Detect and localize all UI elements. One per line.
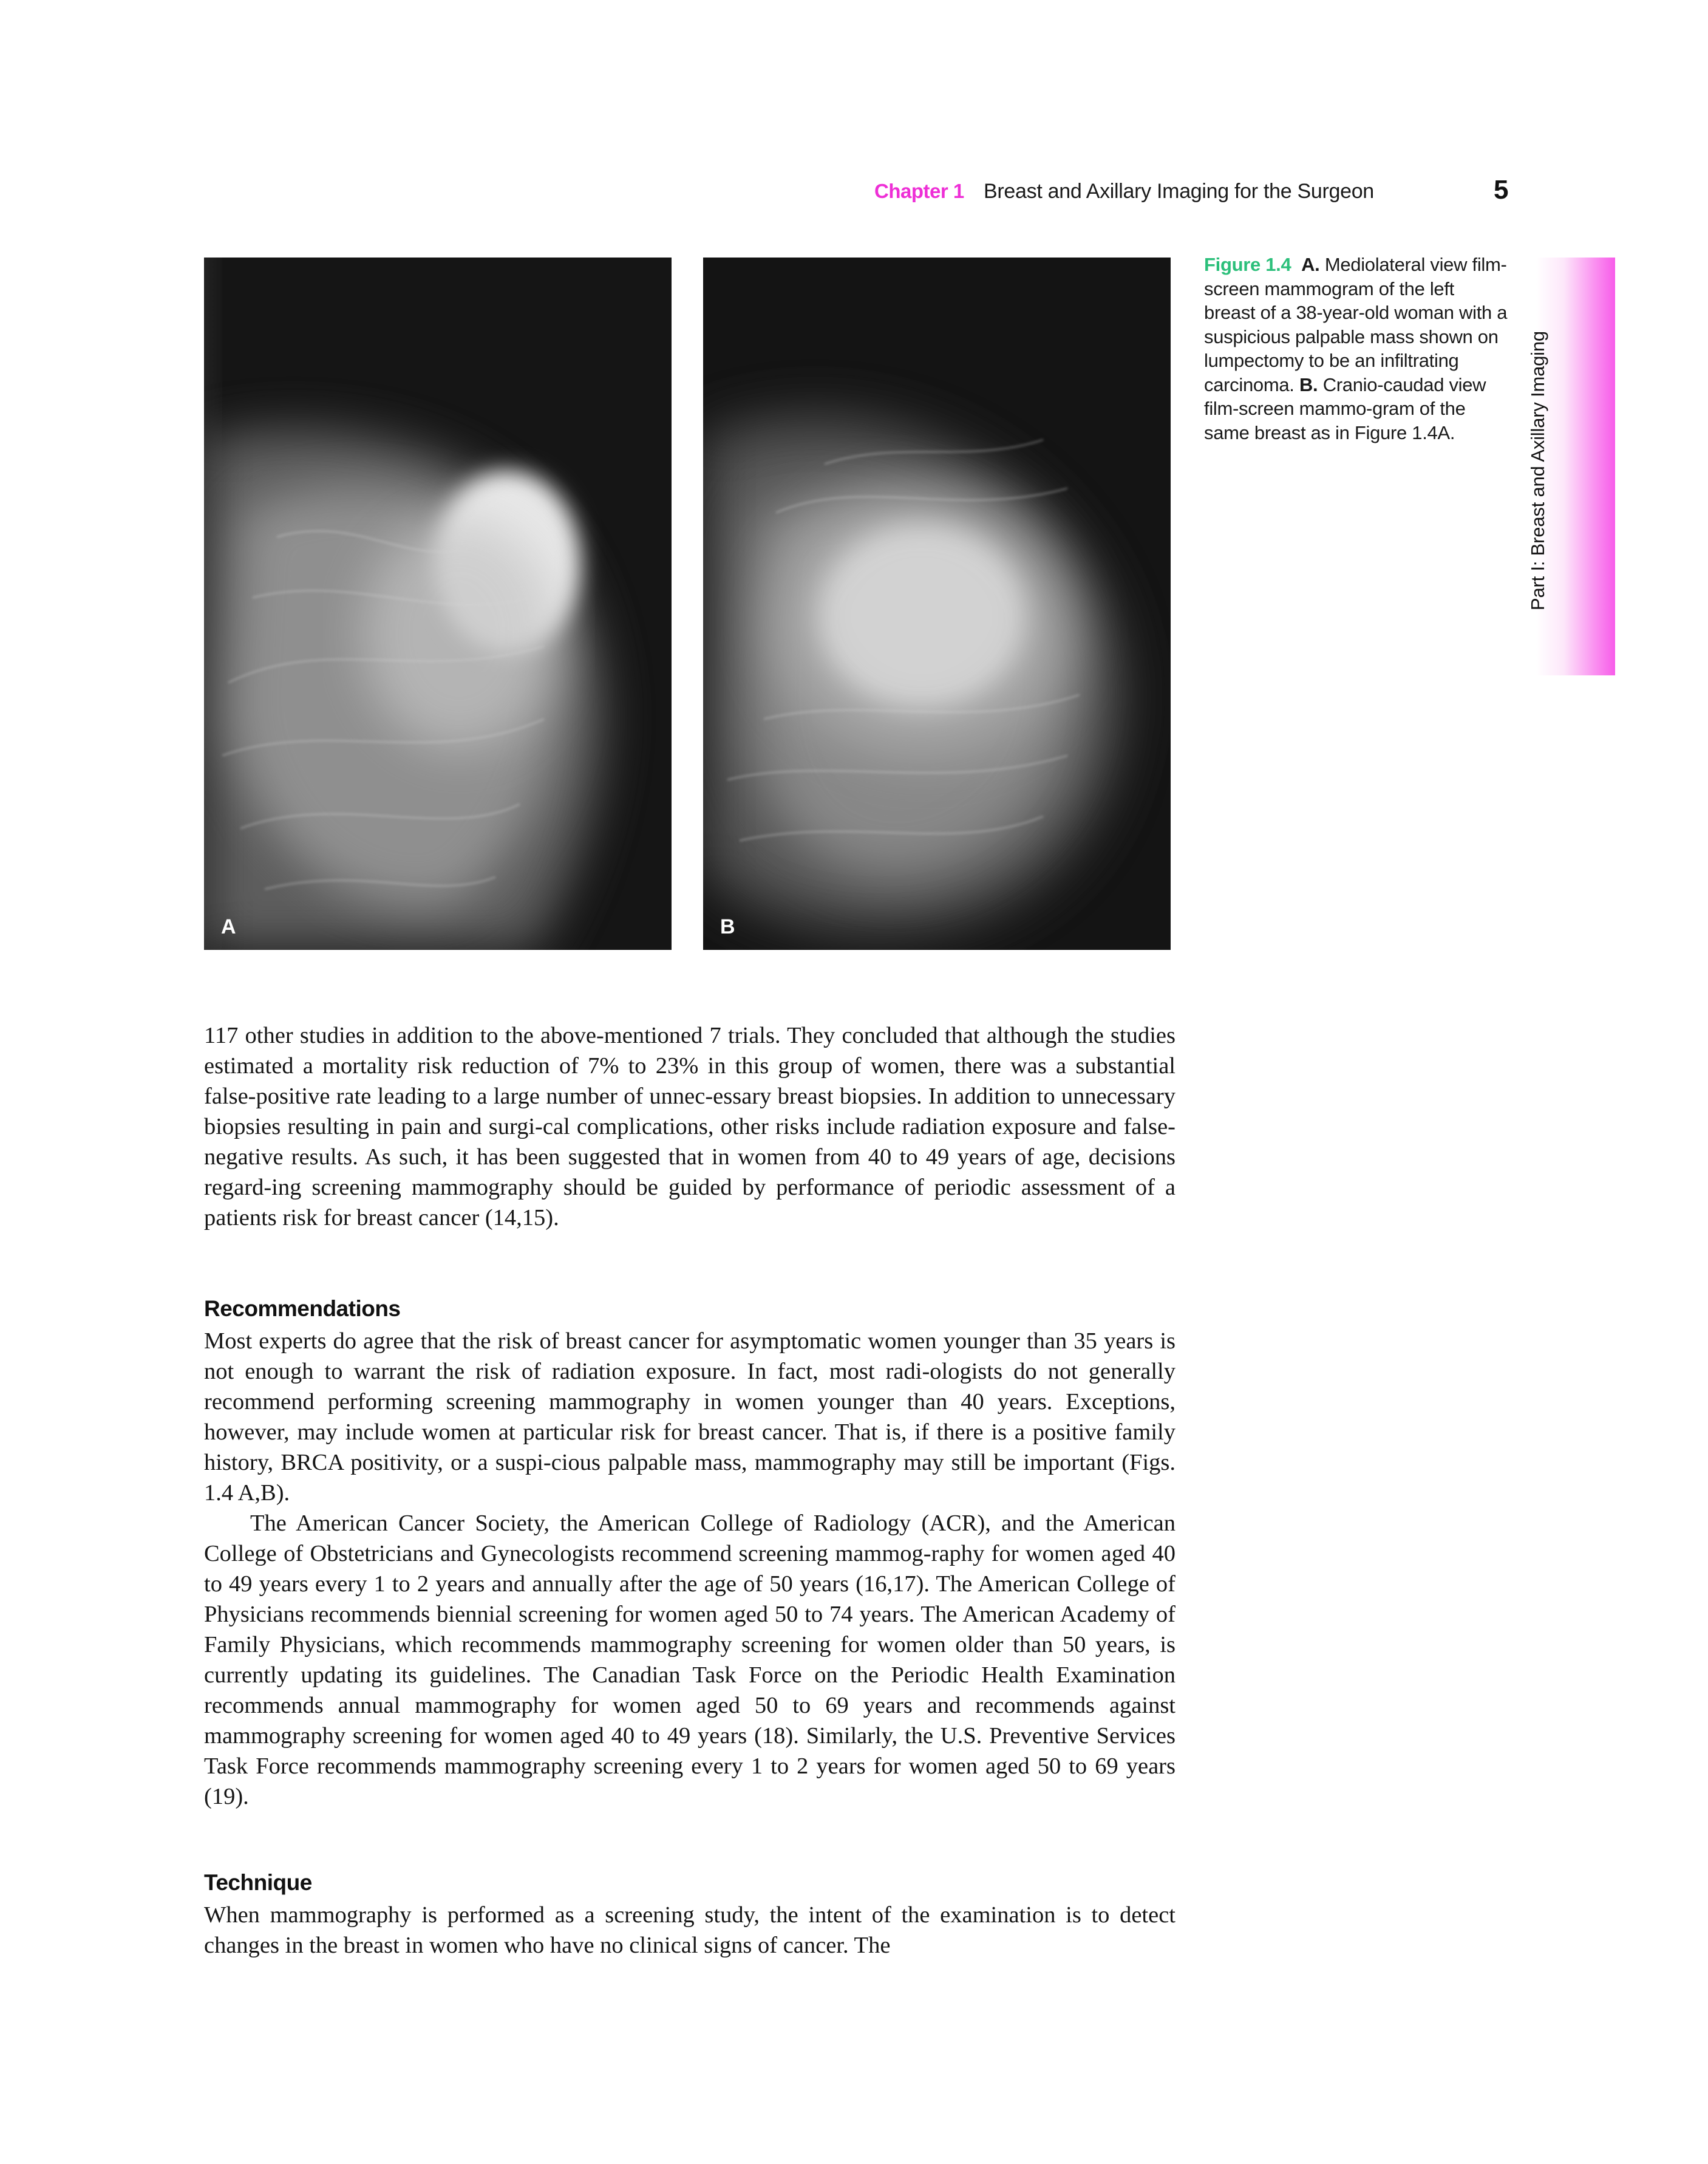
mammogram-panel-a bbox=[204, 258, 672, 950]
chapter-title: Breast and Axillary Imaging for the Surgeon bbox=[984, 180, 1374, 203]
body-paragraph-1: 117 other studies in addition to the above-mentioned 7 trials. They concluded that although the studies estimated a mortality risk reduction of 7% to 23% in this group of women, there was a substantial false-positive rate leading to a large number of unnec-essary breast biopsies. In addition to unnecessary biopsies resulting in pain and surgi-cal complications, other risks include radiation exposure and false-negative results. As such, it has been suggested that in women from 40 to 49 years of age, decisions regard-ing screening mammography should be guided by performance of periodic assessment of a patients risk for breast cancer (14,15). bbox=[204, 1023, 1176, 1230]
body-paragraph-3: The American Cancer Society, the American College of Radiology (ACR), and the American College of Obstetricians and Gynecologists recommend screening mammog-raphy for women aged 40 to 49 years every 1 to 2 years and annually after the age of 50 years (16,17). The American College of Physicians recommends biennial screening for women aged 50 to 74 years. The American Academy of Family Physicians, which recommends mammography screening for women older than 50 years, is currently updating its guidelines. The Canadian Task Force on the Periodic Health Examination recommends annual mammography for women aged 50 to 69 years and recommends against mammography screening for women aged 40 to 49 years (18). Similarly, the U.S. Preventive Services Task Force recommends mammography screening every 1 to 2 years for women aged 50 to 69 years (19). bbox=[204, 1510, 1176, 1809]
caption-part-a-label: A. bbox=[1301, 254, 1320, 275]
figure-caption bbox=[1204, 253, 1508, 445]
page-number: 5 bbox=[1494, 175, 1509, 205]
caption-part-b-text: Cranio-caudad view film-screen mammo-gram of the same breast as in Figure 1.4A. bbox=[1204, 374, 1486, 443]
heading-technique: Technique bbox=[204, 1870, 312, 1895]
chapter-label: Chapter 1 bbox=[874, 180, 964, 202]
heading-recommendations: Recommendations bbox=[204, 1296, 401, 1321]
caption-part-a-text: Mediolateral view film-screen mammogram of the left breast of a 38-year-old woman with a suspicious palpable mass shown on lumpectomy to be an infiltrating carcinoma. bbox=[1204, 254, 1508, 395]
section-tab-label: Part I: Breast and Axillary Imaging bbox=[1527, 331, 1548, 610]
running-header bbox=[874, 175, 1518, 211]
body-paragraph-4: When mammography is performed as a screening study, the intent of the examination is to detect changes in the breast in women who have no clinical signs of cancer. The bbox=[204, 1902, 1176, 1958]
mammogram-image-b bbox=[703, 258, 1171, 950]
panel-label-a: A bbox=[221, 915, 236, 938]
figure-label: Figure 1.4 bbox=[1204, 254, 1291, 275]
mammogram-image-a bbox=[204, 258, 672, 950]
mammogram-panel-b bbox=[703, 258, 1171, 950]
body-paragraph-2: Most experts do agree that the risk of breast cancer for asymptomatic women younger than 35 years is not enough to warrant the risk of radiation exposure. In fact, most radi-ologists do not generally recommend performing screening mammography in women younger than 40 years. Exceptions, however, may include women at particular risk for breast cancer. That is, if there is a positive family history, BRCA positivity, or a suspi-cious palpable mass, mammography may still be important (Figs. 1.4 A,B). bbox=[204, 1328, 1176, 1506]
panel-label-b: B bbox=[720, 915, 735, 938]
caption-part-b-label: B. bbox=[1299, 374, 1318, 395]
